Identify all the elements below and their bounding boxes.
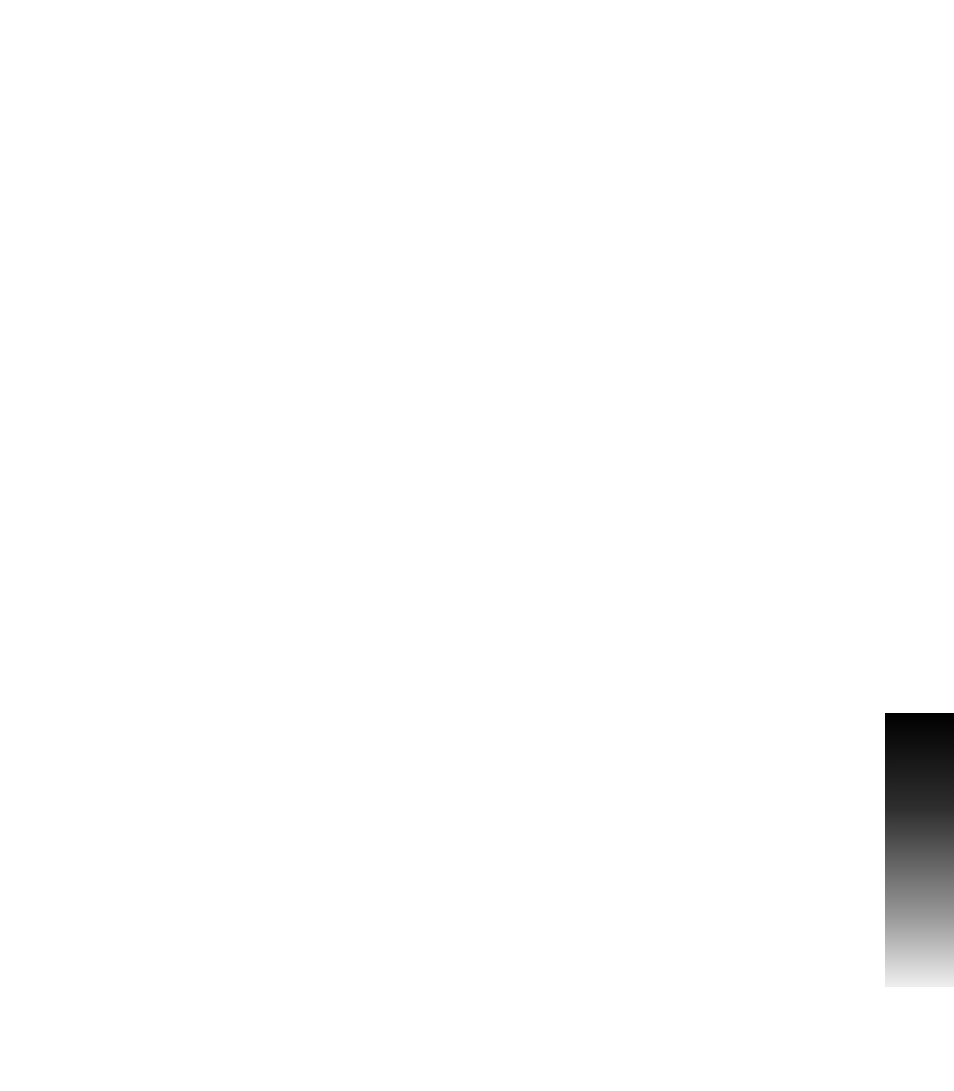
chapter-tab	[885, 713, 954, 987]
main-content	[67, 51, 512, 61]
